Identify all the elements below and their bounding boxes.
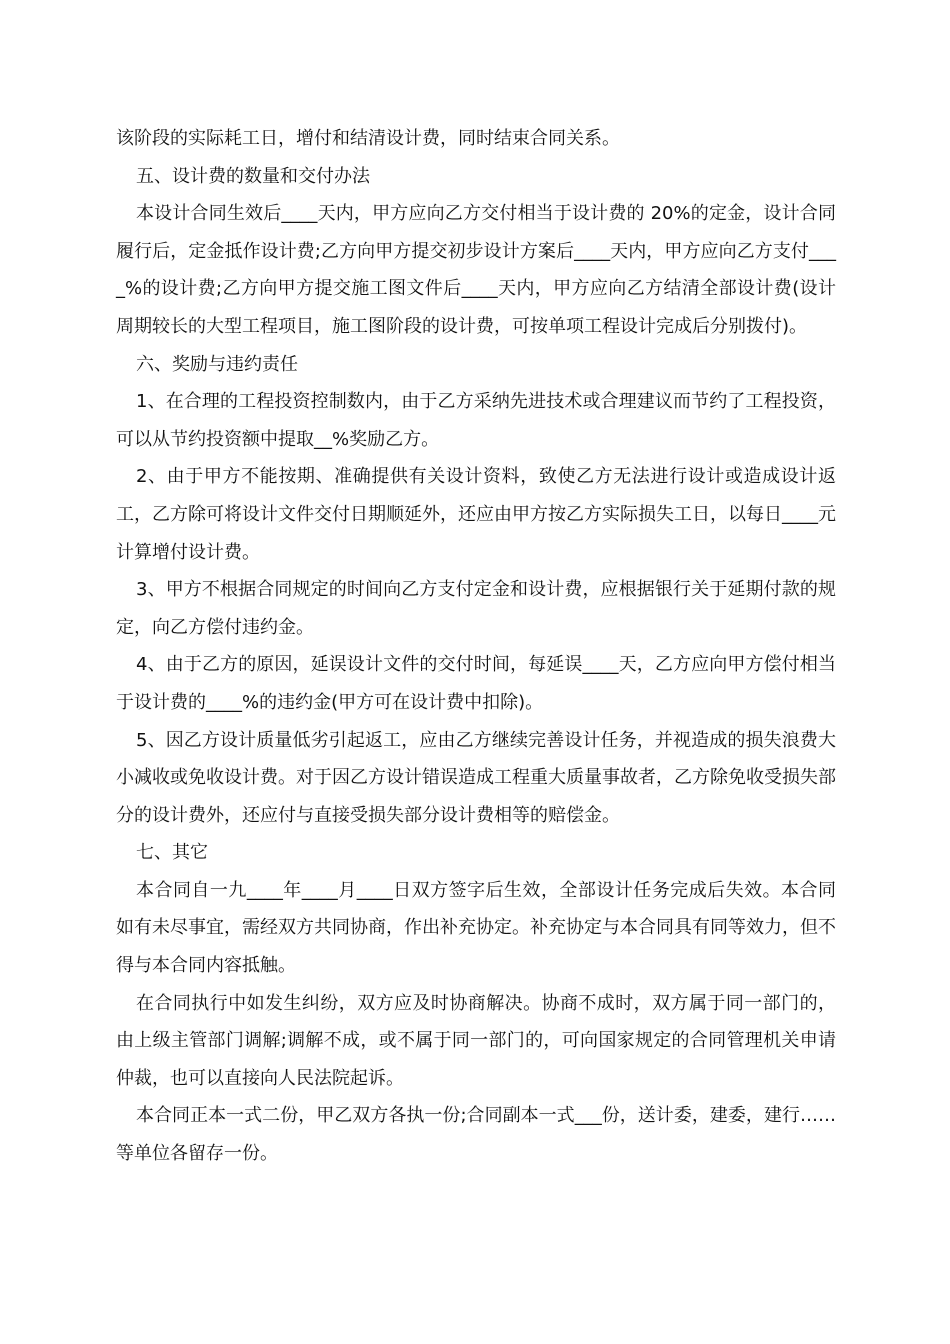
paragraph-clause-4: 4、由于乙方的原因，延误设计文件的交付时间，每延误____天，乙方应向甲方偿付相当于设计费的____%的违约金(甲方可在设计费中扣除)。 <box>116 654 836 713</box>
section-heading-fee-payment: 五、设计费的数量和交付办法 <box>136 165 370 187</box>
paragraph-fee-payment: 本设计合同生效后____天内，甲方应向乙方交付相当于设计费的 20%的定金，设计合同履行后，定金抵作设计费;乙方向甲方提交初步设计方案后____天内，甲方应向乙方支付____%的设计费;乙方向甲方提交施工图文件后____天内，甲方应向乙方结清全部设计费(设计周期较长的大型工程项目，施工图阶段的设计费，可按单项工程设计完成后分别拨付)。 <box>116 203 836 337</box>
paragraph-continuation: 该阶段的实际耗工日，增付和结清设计费，同时结束合同关系。 <box>116 128 620 149</box>
paragraph-clause-5: 5、因乙方设计质量低劣引起返工，应由乙方继续完善设计任务，并视造成的损失浪费大小减收或免收设计费。对于因乙方设计错误造成工程重大质量事故者，乙方除免收受损失部分的设计费外，还应付与直接受损失部分设计费相等的赔偿金。 <box>116 729 836 826</box>
paragraph-copies: 本合同正本一式二份，甲乙双方各执一份;合同副本一式___份，送计委，建委，建行……等单位各留存一份。 <box>116 1105 836 1165</box>
document-page <box>116 120 836 1173</box>
paragraph-clause-1: 1、在合理的工程投资控制数内，由于乙方采纳先进技术或合理建议而节约了工程投资，可以从节约投资额中提取__%奖励乙方。 <box>116 391 836 450</box>
section-heading-rewards-liability: 六、奖励与违约责任 <box>136 353 298 375</box>
section-heading-other: 七、其它 <box>136 842 208 864</box>
paragraph-clause-3: 3、甲方不根据合同规定的时间向乙方支付定金和设计费，应根据银行关于延期付款的规定，向乙方偿付违约金。 <box>116 579 836 638</box>
paragraph-effective-date: 本合同自一九____年____月____日双方签字后生效，全部设计任务完成后失效。本合同如有未尽事宜，需经双方共同协商，作出补充协定。补充协定与本合同具有同等效力，但不得与本合同内容抵触。 <box>116 879 836 977</box>
paragraph-clause-2: 2、由于甲方不能按期、准确提供有关设计资料，致使乙方无法进行设计或造成设计返工，乙方除可将设计文件交付日期顺延外，还应由甲方按乙方实际损失工日，以每日____元计算增付设计费。 <box>116 466 836 563</box>
paragraph-dispute-resolution: 在合同执行中如发生纠纷，双方应及时协商解决。协商不成时，双方属于同一部门的，由上级主管部门调解;调解不成，或不属于同一部门的，可向国家规定的合同管理机关申请仲裁，也可以直接向人民法院起诉。 <box>116 992 836 1089</box>
